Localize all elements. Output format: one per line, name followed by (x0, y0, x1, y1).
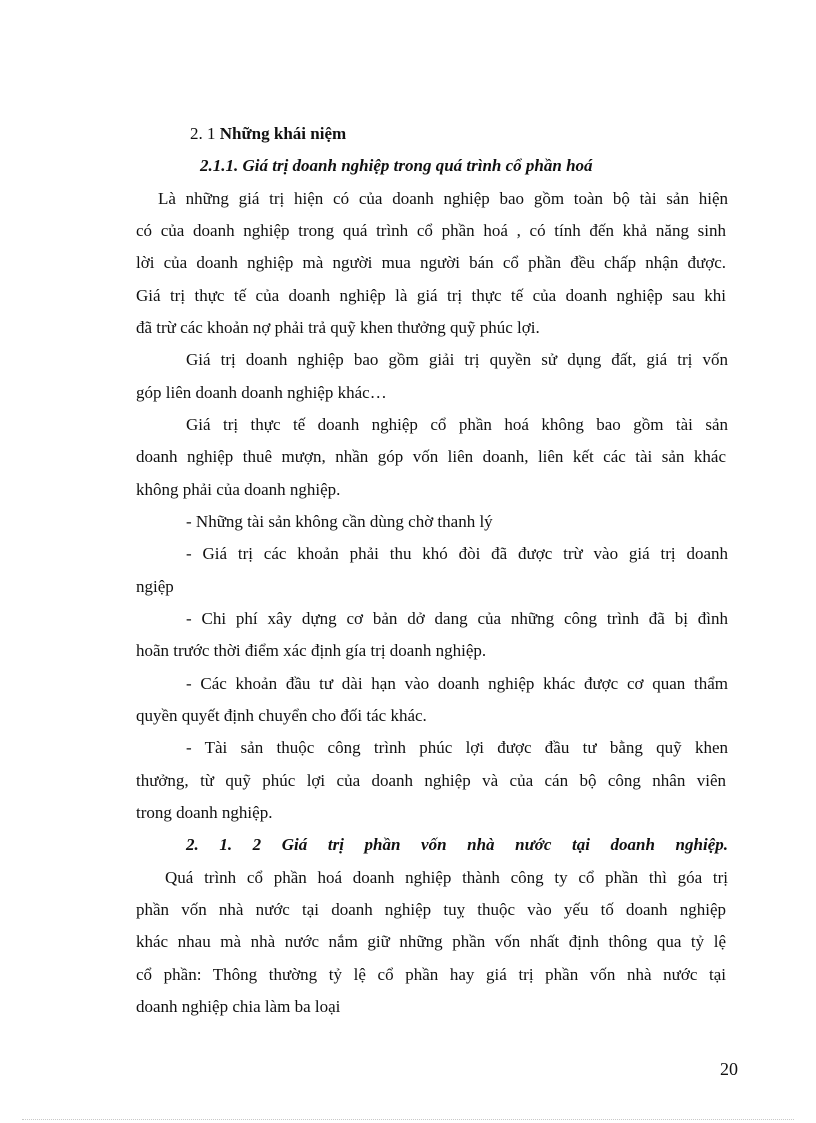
paragraph-line: không phải của doanh nghiệp. (136, 480, 341, 499)
paragraph-line: cổ phần: Thông thường tỷ lệ cổ phần hay giá trị phần vốn nhà nước tại (136, 965, 726, 984)
paragraph-line: đã trừ các khoản nợ phải trả quỹ khen thưởng quỹ phúc lợi. (136, 318, 540, 337)
paragraph-line: Quá trình cổ phần hoá doanh nghiệp thành công ty cổ phần thì góa trị (165, 868, 728, 887)
paragraph-line: lời của doanh nghiệp mà người mua người bán cổ phần đều chấp nhận được. (136, 253, 726, 272)
paragraph-line: doanh nghiệp chia làm ba loại (136, 997, 341, 1016)
list-item: - Các khoản đầu tư dài hạn vào doanh nghiệp khác được cơ quan thẩm (186, 674, 728, 693)
list-item: - Chi phí xây dựng cơ bản dở dang của những công trình đã bị đình (186, 609, 728, 628)
list-item-continuation: quyền quyết định chuyển cho đối tác khác. (136, 706, 427, 725)
paragraph-line: Giá trị thực tế của doanh nghiệp là giá trị thực tế của doanh nghiệp sau khi (136, 286, 726, 305)
subsection-title-1: 2.1.1. Giá trị doanh nghiệp trong quá trình cổ phần hoá (200, 156, 593, 175)
list-item-continuation: hoãn trước thời điểm xác định gía trị doanh nghiệp. (136, 641, 487, 660)
footer-divider (22, 1119, 794, 1120)
paragraph-line: Giá trị thực tế doanh nghiệp cổ phần hoá không bao gồm tài sản (186, 415, 728, 434)
section-number: 2. 1 (190, 124, 216, 143)
section-heading (190, 124, 780, 144)
subsection-title-2: 2. 1. 2 Giá trị phần vốn nhà nước tại doanh nghiệp. (186, 835, 728, 854)
list-item: - Tài sản thuộc công trình phúc lợi được đầu tư bằng quỹ khen (186, 738, 728, 757)
section-title: Những khái niệm (219, 124, 347, 143)
list-item-continuation: ngiệp (136, 577, 174, 596)
list-item: - Những tài sản không cần dùng chờ thanh lý (186, 512, 493, 531)
list-item-continuation: thưởng, từ quỹ phúc lợi của doanh nghiệp và của cán bộ công nhân viên (136, 771, 726, 790)
paragraph-line: có của doanh nghiệp trong quá trình cổ phần hoá , có tính đến khả năng sinh (136, 221, 726, 240)
page-number: 20 (720, 1059, 738, 1079)
list-item: - Giá trị các khoản phải thu khó đòi đã được trừ vào giá trị doanh (186, 544, 728, 563)
paragraph-line: Giá trị doanh nghiệp bao gồm giải trị quyền sử dụng đất, giá trị vốn (186, 350, 728, 369)
paragraph-line: phần vốn nhà nước tại doanh nghiệp tuỵ thuộc vào yếu tố doanh nghiệp (136, 900, 726, 919)
paragraph-line: góp liên doanh doanh nghiệp khác… (136, 383, 387, 402)
list-item-continuation: trong doanh nghiệp. (136, 803, 273, 822)
paragraph-line: Là những giá trị hiện có của doanh nghiệp bao gồm toàn bộ tài sản hiện (158, 189, 728, 208)
paragraph-line: khác nhau mà nhà nước nắm giữ những phần vốn nhất định thông qua tỷ lệ (136, 932, 726, 951)
paragraph-line: doanh nghiệp thuê mượn, nhần góp vốn liên doanh, liên kết các tài sản khác (136, 447, 726, 466)
